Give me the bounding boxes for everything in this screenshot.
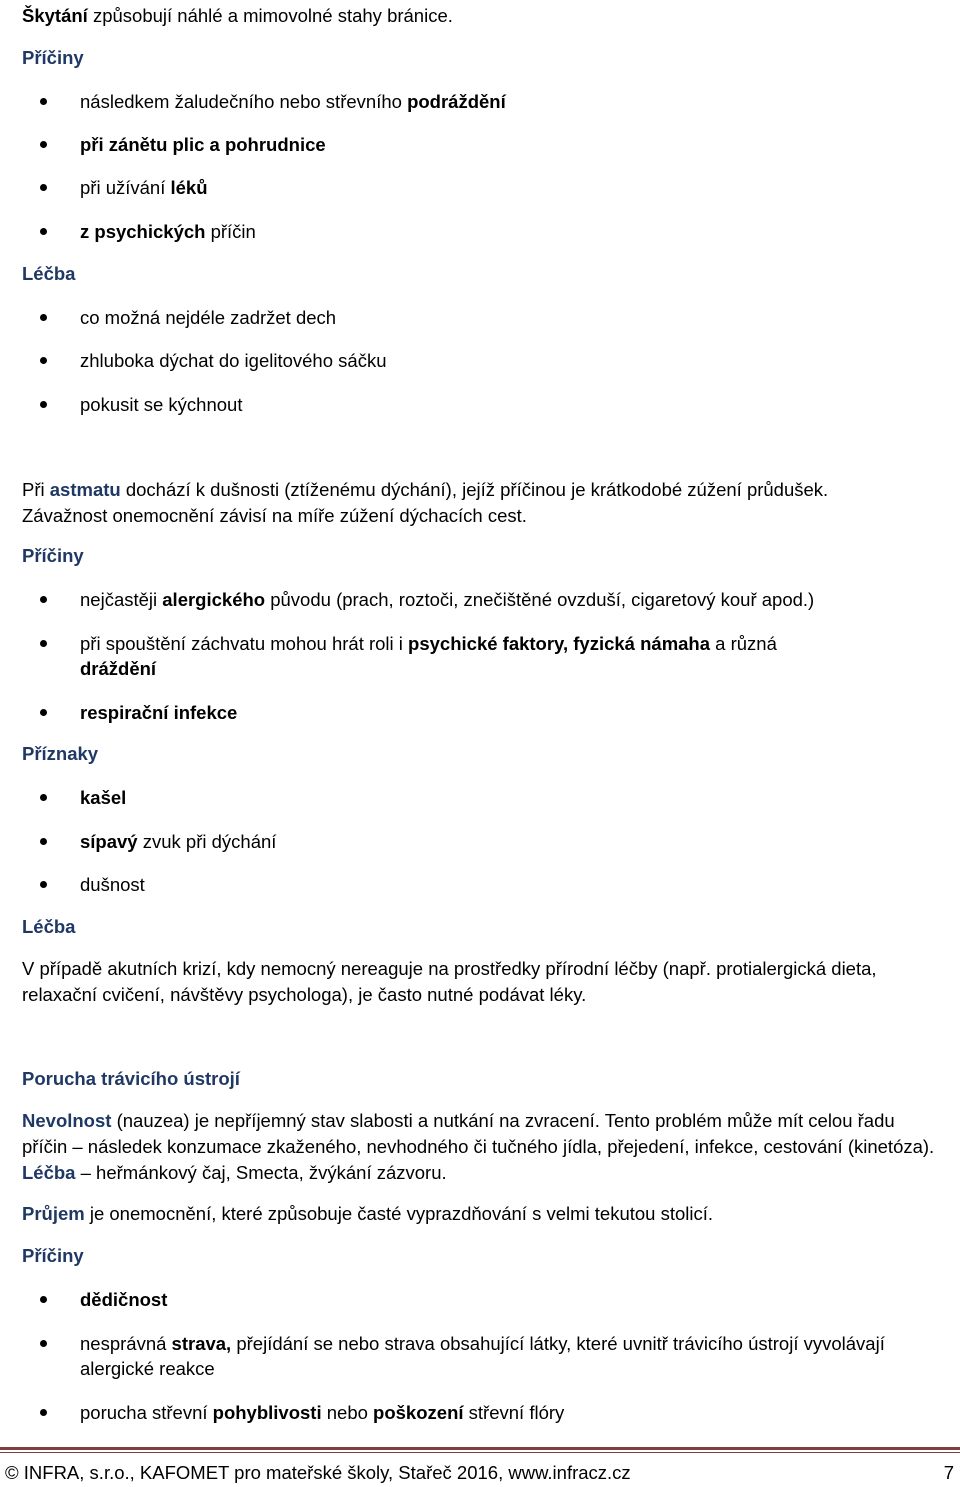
bullet-icon: [40, 357, 47, 364]
list-item: [80, 1331, 938, 1381]
nausea-term: Nevolnost: [22, 1110, 112, 1131]
list-item-text: a různá: [710, 633, 777, 654]
list-item: [80, 631, 938, 681]
bullet-icon: [40, 98, 47, 105]
list-item-emphasis: strava,: [171, 1333, 232, 1354]
footer-divider: [0, 1447, 960, 1450]
list-item: [80, 587, 938, 612]
bullet-icon: [40, 184, 47, 191]
list-item-emphasis: léků: [170, 177, 208, 198]
asthma-treatment-text: V případě akutních krizí, kdy nemocný nereaguje na prostředky přírodní léčby (např. protialergická dieta, relaxační cvičení, návštěvy psychologa), je často nutné podávat léky.: [22, 958, 877, 1005]
bullet-icon: [40, 596, 47, 603]
diarrhea-text: je onemocnění, které způsobuje časté vyprazdňování s velmi tekutou stolicí.: [84, 1203, 714, 1224]
hiccup-treatment-heading: Léčba: [22, 263, 76, 284]
asthma-intro: [22, 477, 938, 503]
asthma-intro-text: Při: [22, 479, 50, 500]
bullet-icon: [40, 794, 47, 801]
list-item-text: následkem žaludečního nebo střevního: [80, 91, 408, 112]
list-item: dušnost: [80, 874, 145, 895]
list-item: [80, 219, 938, 244]
list-item-text: nebo: [321, 1402, 374, 1423]
bullet-icon: [40, 709, 47, 716]
list-item: pokusit se kýchnout: [80, 394, 243, 415]
list-item-emphasis: psychické faktory, fyzická námaha: [408, 633, 711, 654]
nausea-treatment-text: – heřmánkový čaj, Smecta, žvýkání zázvoru.: [75, 1162, 447, 1183]
diarrhea-term: Průjem: [22, 1203, 85, 1224]
asthma-intro-text: dochází k dušnosti (ztíženému dýchání), jejíž příčinou je krátkodobé zúžení průdušek.: [120, 479, 829, 500]
list-item-text: nesprávná: [80, 1333, 172, 1354]
list-item-text: střevní flóry: [463, 1402, 565, 1423]
hiccup-causes-heading: Příčiny: [22, 47, 84, 68]
list-item: [80, 89, 938, 114]
list-item-text: při užívání: [80, 177, 171, 198]
footer-divider-thin: [0, 1452, 960, 1453]
list-item: [80, 829, 938, 854]
bullet-icon: [40, 640, 47, 647]
bullet-icon: [40, 1296, 47, 1303]
asthma-symptoms-heading: Příznaky: [22, 743, 99, 764]
list-item-text: přejídání se nebo strava obsahující látky, které uvnitř trávicího ústrojí vyvolávají alergické reakce: [80, 1333, 885, 1379]
list-item-text: příčin: [205, 221, 256, 242]
list-item: [80, 1400, 938, 1425]
bullet-icon: [40, 401, 47, 408]
list-item: kašel: [80, 787, 127, 808]
list-item: co možná nejdéle zadržet dech: [80, 307, 337, 328]
bullet-icon: [40, 838, 47, 845]
digestive-heading: Porucha trávicího ústrojí: [22, 1068, 240, 1089]
nausea-treatment-label: Léčba: [22, 1162, 76, 1183]
list-item-text: nejčastěji: [80, 589, 163, 610]
list-item-emphasis: z psychických: [80, 221, 206, 242]
hiccup-term: Škytání: [22, 5, 88, 26]
list-item: [80, 132, 938, 157]
list-item-text: při spouštění záchvatu mohou hrát roli i: [80, 633, 409, 654]
asthma-term: astmatu: [49, 479, 121, 500]
hiccup-intro-text: způsobují náhlé a mimovolné stahy bránice.: [87, 5, 453, 26]
bullet-icon: [40, 141, 47, 148]
hiccup-intro: [22, 3, 938, 29]
bullet-icon: [40, 1340, 47, 1347]
asthma-treatment-heading: Léčba: [22, 916, 76, 937]
list-item-emphasis: podráždění: [407, 91, 506, 112]
digestive-causes-heading: Příčiny: [22, 1245, 84, 1266]
list-item-text: zvuk při dýchání: [137, 831, 277, 852]
list-item-emphasis: alergického: [162, 589, 266, 610]
bullet-icon: [40, 314, 47, 321]
bullet-icon: [40, 881, 47, 888]
list-item-emphasis: dráždění: [80, 658, 157, 679]
nausea-paragraph: [22, 1108, 938, 1186]
bullet-icon: [40, 1409, 47, 1416]
asthma-severity: Závažnost onemocnění závisí na míře zúžení dýchacích cest.: [22, 505, 527, 526]
list-item: respirační infekce: [80, 702, 238, 723]
footer-text: © INFRA, s.r.o., KAFOMET pro mateřské školy, Stařeč 2016, www.infracz.cz: [5, 1462, 631, 1483]
list-item-text: původu (prach, roztoči, znečištěné ovzduší, cigaretový kouř apod.): [265, 589, 815, 610]
list-item-text: porucha střevní: [80, 1402, 213, 1423]
list-item-emphasis: při zánětu plic a pohrudnice: [80, 134, 326, 155]
page-number: 7: [943, 1462, 954, 1483]
list-item-emphasis: sípavý: [80, 831, 138, 852]
list-item: dědičnost: [80, 1289, 168, 1310]
asthma-causes-heading: Příčiny: [22, 545, 84, 566]
list-item-emphasis: poškození: [373, 1402, 464, 1423]
diarrhea-paragraph: [22, 1201, 938, 1227]
nausea-text: (nauzea) je nepříjemný stav slabosti a nutkání na zvracení. Tento problém může mít celou řadu příčin – následek konzumace zkaženého, nevhodného či tučného jídla, přejedení, infekce, cestování (kinetóza).: [22, 1110, 935, 1157]
list-item: [80, 175, 938, 200]
list-item-emphasis: pohyblivosti: [212, 1402, 322, 1423]
bullet-icon: [40, 228, 47, 235]
list-item: zhluboka dýchat do igelitového sáčku: [80, 350, 387, 371]
